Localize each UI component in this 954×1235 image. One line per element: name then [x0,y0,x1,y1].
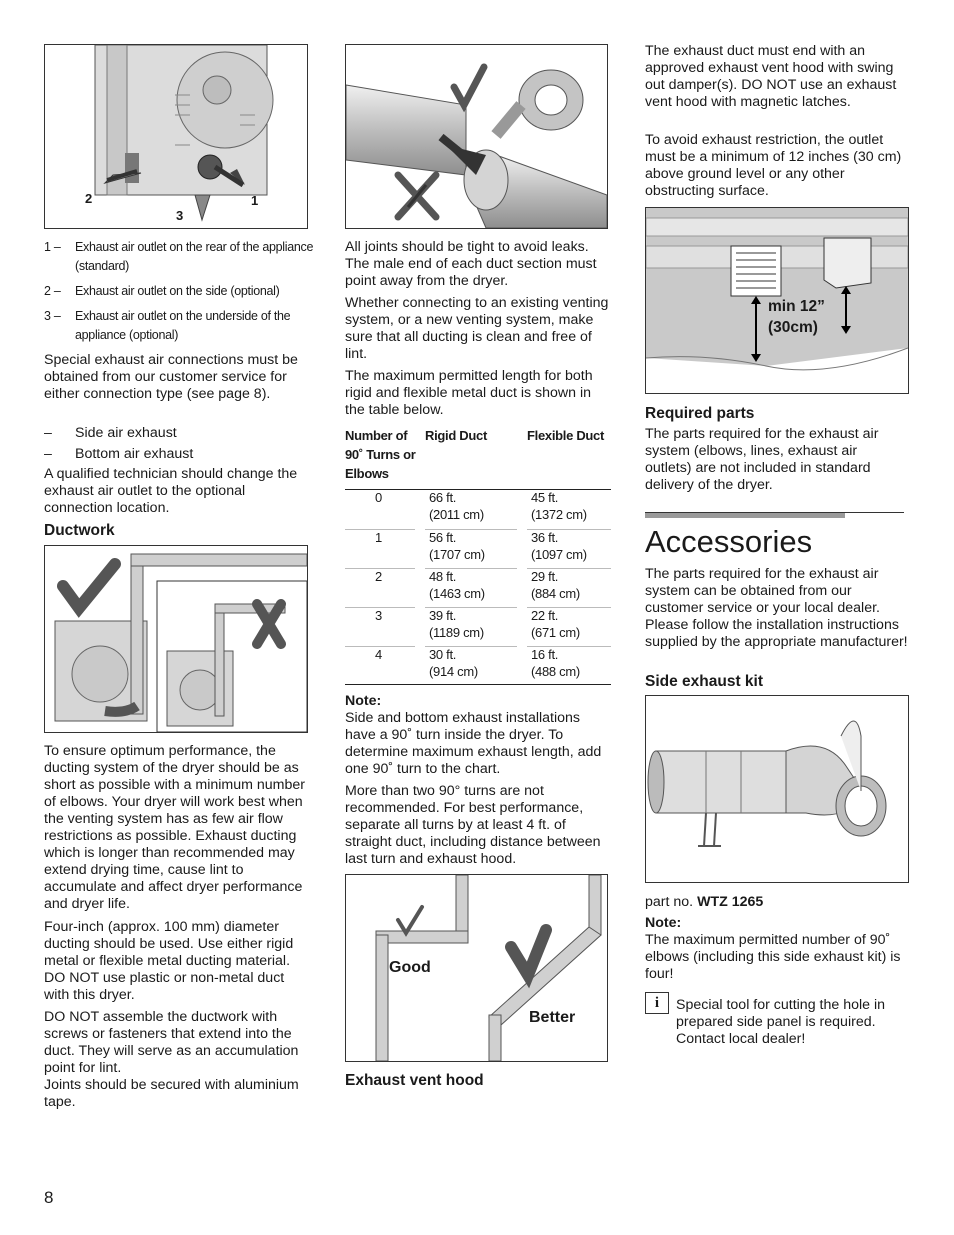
note-label: Note: [345,693,382,709]
min-height-label: min 12” [768,298,825,315]
outlet-height-text: To avoid exhaust restriction, the outlet must be a minimum of 12 inches (30 cm) above ground level or any other obstructing surface. [645,132,902,199]
part-number-value: WTZ 1265 [697,894,764,910]
turns-illustration [346,875,607,1061]
duct-joint-illustration [346,45,607,228]
table-row: 3 39 ft. (1189 cm) 22 ft. (671 cm) [375,608,580,640]
better-label: Better [529,1009,576,1026]
legend-item-3: 3 – Exhaust air outlet on the underside of the appliance (optional) [44,309,291,342]
special-connections-text: Special exhaust air connections must be obtained from our customer service for either connection type (see page 8). [44,352,298,402]
no-screws-text: DO NOT assemble the ductwork with screws or fasteners that extend into the duct. They will serve as an accumulation point for lint. [44,1009,299,1076]
kit-note-label: Note: [645,915,682,931]
figure-good-better-turns [345,874,608,1062]
table-row: 1 56 ft. (1707 cm) 36 ft. (1097 cm) [375,530,587,562]
figure-label-1: 1 [251,193,259,208]
two-turns-text: More than two 90° turns are not recommended. For best performance, separate all turns by at least 4 ft. of straight duct, including distance between last turn and exhaust hood. [345,783,601,867]
table-row: 4 30 ft. (914 cm) 16 ft. (488 cm) [375,647,580,679]
aluminium-tape-text: Joints should be secured with aluminium tape. [44,1077,299,1110]
header-turns: Number of 90˚ Turns or Elbows [345,428,416,481]
special-tool-text: Special tool for cutting the hole in prepared side panel is required. Contact local dealer! [676,997,886,1047]
side-exhaust-kit-heading: Side exhaust kit [645,673,764,690]
info-icon: i [645,992,669,1014]
figure-duct-joint [345,44,608,229]
figure-ductwork-correct-incorrect [44,545,308,733]
header-flexible: Flexible Duct [527,428,605,443]
figure-label-2: 2 [85,191,93,206]
part-number [645,894,763,911]
required-parts-text: The parts required for the exhaust air system (elbows, lines, exhaust air outlets) are not included in standard delivery of the dryer. [645,426,879,493]
min-height-cm-label: (30cm) [768,319,818,336]
good-label: Good [389,959,431,976]
figure-label-3: 3 [176,208,184,223]
max-length-text: The maximum permitted length for both rigid and flexible metal duct is shown in the table below. [345,368,593,418]
ductwork-heading: Ductwork [44,522,115,539]
header-rigid: Rigid Duct [425,428,487,443]
note-text: Side and bottom exhaust installations have a 90˚ turn inside the dryer. To determine maximum exhaust length, add one 90˚ turn to the chart. [345,710,602,777]
exhaust-vent-hood-heading: Exhaust vent hood [345,1072,484,1089]
kit-note-text: The maximum permitted number of 90˚ elbows (including this side exhaust kit) is four! [645,932,901,982]
section-accent-bar [645,513,845,518]
page-number: 8 [44,1188,54,1207]
part-number-label: part no. [645,894,694,910]
side-exhaust-kit-illustration [646,696,908,882]
vent-hood-damper-text: The exhaust duct must end with an approved exhaust vent hood with swing out damper(s). DO NOT use an exhaust vent hood with magnetic latches. [645,43,897,110]
table-row: 0 66 ft. (2011 cm) 45 ft. (1372 cm) [375,490,587,522]
figure-side-exhaust-kit [645,695,909,883]
required-parts-heading: Required parts [645,405,755,422]
figure-exhaust-outlets [44,44,308,229]
table-bottom-divider [345,684,611,685]
technician-text: A qualified technician should change the exhaust air outlet to the optional connection location. [44,466,298,516]
duct-length-table [345,426,611,488]
optimum-performance-text: To ensure optimum performance, the ducting system of the dryer should be as short as possible with a minimum number of elbows. Your dryer will work best when the venting system has as few air flow restrictions as possible. Exhaust ducting which is longer than recommended may extend drying time, cause lint to accumulate and affect dryer performance and dryer life. [44,743,305,912]
legend-item-1: 1 – Exhaust air outlet on the rear of the appliance (standard) [44,240,314,273]
ductwork-illustration [45,546,307,732]
clean-ducting-text: Whether connecting to an existing venting system, or a new venting system, make sure that all ducting is clean and free of lint. [345,295,609,362]
figure-vent-height [645,207,909,394]
accessories-title: Accessories [645,524,813,559]
table-header-row [345,426,611,488]
accessories-text: The parts required for the exhaust air system can be obtained from our customer service or your local dealer. Please follow the installation instructions supplied by the appropriate manufacturer! [645,566,908,650]
tight-joints-text: All joints should be tight to avoid leaks. The male end of each duct section must point away from the dryer. [345,239,597,289]
table-row: 2 48 ft. (1463 cm) 29 ft. (884 cm) [375,569,580,601]
legend-item-2: 2 – Exhaust air outlet on the side (optional) [44,284,280,298]
four-inch-ducting-text: Four-inch (approx. 100 mm) diameter ducting should be used. Use either rigid metal or flexible metal ducting material. DO NOT use plastic or non-metal duct with this dryer. [44,919,294,1003]
